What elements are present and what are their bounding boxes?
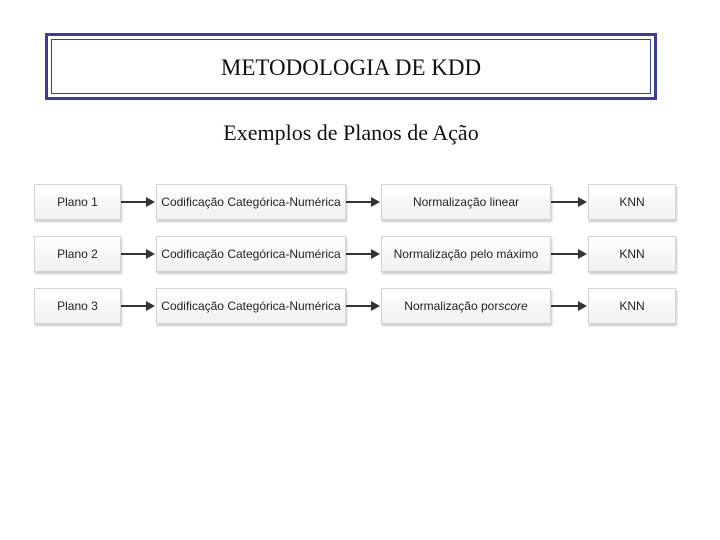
normalization-step-text: Normalização linear	[412, 195, 520, 209]
normalization-step-box	[381, 184, 551, 220]
flow-arrow	[551, 197, 587, 207]
flow-arrow	[346, 249, 380, 259]
normalization-step-box	[381, 288, 551, 324]
encoding-step-box	[156, 236, 346, 272]
model-step-text: KNN	[619, 247, 645, 261]
flow-arrow	[121, 197, 155, 207]
page-title: METODOLOGIA DE KDD	[220, 55, 482, 80]
model-step-text: KNN	[619, 195, 645, 209]
plan-label-text: Plano 2	[57, 247, 98, 261]
model-step-box	[588, 184, 676, 220]
model-step-box	[588, 236, 676, 272]
flow-arrow	[121, 249, 155, 259]
encoding-step-text: Codificação Categórica-Numérica	[161, 247, 341, 261]
plan-label-text: Plano 1	[57, 195, 98, 209]
encoding-step-text: Codificação Categórica-Numérica	[161, 299, 341, 313]
page-subtitle: Exemplos de Planos de Ação	[223, 120, 479, 145]
normalization-step-text: Normalização pelo máximo	[393, 247, 539, 261]
plan-label-box	[34, 288, 121, 324]
normalization-step-text: Normalização por	[404, 299, 499, 313]
plan-label-box	[34, 184, 121, 220]
encoding-step-box	[156, 184, 346, 220]
flow-arrow	[346, 301, 380, 311]
flow-arrow	[551, 301, 587, 311]
plan-label-box	[34, 236, 121, 272]
normalization-step-box	[381, 236, 551, 272]
model-step-box	[588, 288, 676, 324]
encoding-step-box	[156, 288, 346, 324]
model-step-text: KNN	[619, 299, 645, 313]
flow-arrow	[121, 301, 155, 311]
plan-label-text: Plano 3	[57, 299, 98, 313]
flow-arrow	[551, 249, 587, 259]
flow-arrow	[346, 197, 380, 207]
encoding-step-text: Codificação Categórica-Numérica	[161, 195, 341, 209]
normalization-emphasis-text: score	[498, 299, 528, 313]
